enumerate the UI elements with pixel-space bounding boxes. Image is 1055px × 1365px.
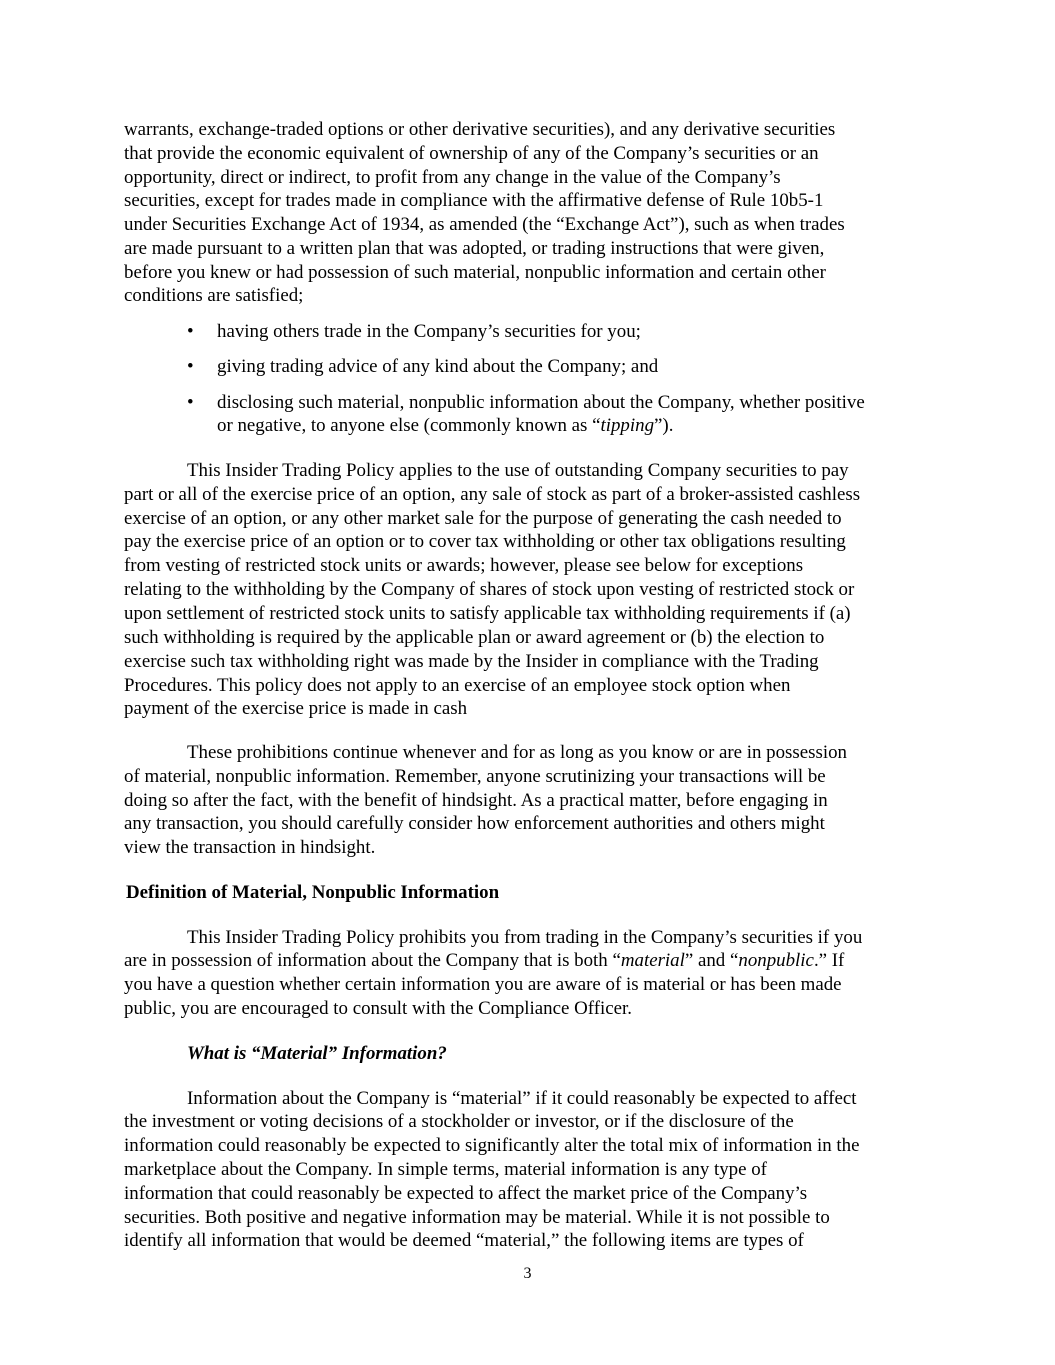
text-line: any transaction, you should carefully consider how enforcement authorities and others might: [124, 813, 825, 834]
text-line: are made pursuant to a written plan that was adopted, or trading instructions that were given,: [124, 238, 825, 259]
emphasis-text: tipping: [600, 415, 655, 436]
text-line: warrants, exchange-traded options or other derivative securities), and any derivative securities: [124, 119, 836, 140]
emphasis-text: nonpublic: [738, 950, 814, 971]
text-line: view the transaction in hindsight.: [124, 837, 376, 858]
text-line: marketplace about the Company. In simple terms, material information is any type of: [124, 1159, 767, 1180]
text-line: that provide the economic equivalent of ownership of any of the Company’s securities or an: [124, 143, 819, 164]
bullet-text: [217, 414, 673, 438]
text-line: information that could reasonably be expected to affect the market price of the Company’s: [124, 1183, 808, 1204]
text-line: from vesting of restricted stock units or awards; however, please see below for exceptions: [124, 555, 804, 576]
text-line: under Securities Exchange Act of 1934, as amended (the “Exchange Act”), such as when trades: [124, 214, 845, 235]
text-line: information could reasonably be expected to significantly alter the total mix of information in the: [124, 1135, 860, 1156]
text-line: securities, except for trades made in compliance with the affirmative defense of Rule 10b5-1: [124, 190, 824, 211]
text-run: or negative, to anyone else (commonly known as “: [217, 415, 601, 436]
text-line: you have a question whether certain information you are aware of is material or has been made: [124, 974, 842, 995]
bullet-icon: •: [187, 356, 194, 377]
text-run: are in possession of information about the Company that is both “: [124, 950, 621, 971]
text-line: part or all of the exercise price of an option, any sale of stock as part of a broker-assisted cashless: [124, 484, 861, 505]
subsection-heading: What is “Material” Information?: [187, 1043, 447, 1064]
bullet-text: disclosing such material, nonpublic information about the Company, whether positive: [217, 392, 865, 413]
text-line: payment of the exercise price is made in cash: [124, 698, 468, 719]
text-line: relating to the withholding by the Company of shares of stock upon vesting of restricted stock or: [124, 579, 855, 600]
text-line: pay the exercise price of an option or to cover tax withholding or other tax obligations resulting: [124, 531, 846, 552]
text-run: .” If: [813, 950, 845, 971]
text-line: public, you are encouraged to consult with the Compliance Officer.: [124, 998, 632, 1019]
bullet-icon: •: [187, 392, 194, 413]
emphasis-text: material: [620, 950, 685, 971]
text-line: the investment or voting decisions of a stockholder or investor, or if the disclosure of the: [124, 1111, 794, 1132]
bullet-icon: •: [187, 321, 194, 342]
bullet-text: having others trade in the Company’s securities for you;: [217, 321, 641, 342]
text-line: Procedures. This policy does not apply to an exercise of an employee stock option when: [124, 675, 791, 696]
text-line: This Insider Trading Policy prohibits you from trading in the Company’s securities if you: [187, 927, 863, 948]
text-line: identify all information that would be deemed “material,” the following items are types of: [124, 1230, 804, 1251]
text-line: securities. Both positive and negative information may be material. While it is not possible to: [124, 1207, 830, 1228]
section-heading: Definition of Material, Nonpublic Information: [126, 882, 500, 903]
text-line: of material, nonpublic information. Remember, anyone scrutinizing your transactions will be: [124, 766, 826, 787]
text-line: [124, 949, 844, 973]
bullet-text: giving trading advice of any kind about the Company; and: [217, 356, 659, 377]
text-line: such withholding is required by the applicable plan or award agreement or (b) the election to: [124, 627, 825, 648]
text-line: Information about the Company is “material” if it could reasonably be expected to affect: [187, 1088, 857, 1109]
text-line: These prohibitions continue whenever and for as long as you know or are in possession: [187, 742, 847, 763]
text-run: ” and “: [684, 950, 739, 971]
text-run: ”).: [654, 415, 674, 436]
text-line: before you knew or had possession of such material, nonpublic information and certain other: [124, 262, 826, 283]
text-line: exercise such tax withholding right was made by the Insider in compliance with the Trading: [124, 651, 819, 672]
text-line: doing so after the fact, with the benefit of hindsight. As a practical matter, before engaging in: [124, 790, 828, 811]
text-line: upon settlement of restricted stock units to satisfy applicable tax withholding requirements if (a): [124, 603, 851, 624]
page-number: 3: [523, 1265, 532, 1282]
text-line: opportunity, direct or indirect, to profit from any change in the value of the Company’s: [124, 167, 781, 188]
text-line: exercise of an option, or any other market sale for the purpose of generating the cash needed to: [124, 508, 842, 529]
text-line: conditions are satisfied;: [124, 285, 304, 306]
text-line: This Insider Trading Policy applies to the use of outstanding Company securities to pay: [187, 460, 849, 481]
